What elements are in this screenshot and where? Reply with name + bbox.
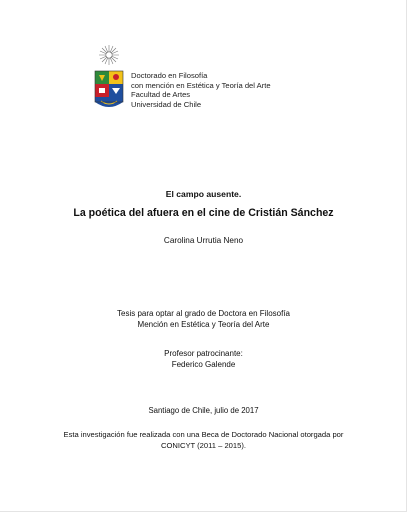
institution-block xyxy=(131,71,271,109)
shield-icon xyxy=(95,71,123,107)
advisor-label: Profesor patrocinante: xyxy=(164,349,243,358)
funding-note xyxy=(0,430,407,451)
title-line-2: La poética del afuera en el cine de Cristián Sánchez xyxy=(73,207,334,219)
institution-line: Doctorado en Filosofía xyxy=(131,71,208,80)
author-name: Carolina Urrutia Neno xyxy=(163,236,244,245)
thesis-line-1: Tesis para optar al grado de Doctora en Filosofía xyxy=(117,309,290,318)
thesis-statement xyxy=(0,308,407,330)
institution-line: con mención en Estética y Teoría del Arte xyxy=(131,80,271,90)
advisor-block xyxy=(0,348,407,370)
thesis-line-2: Mención en Estética y Teoría del Arte xyxy=(137,320,270,329)
advisor-name: Federico Galende xyxy=(171,360,236,369)
funding-line-2: CONICYT (2011 – 2015). xyxy=(161,440,246,450)
university-seal-icon xyxy=(90,44,128,114)
funding-line-1: Esta investigación fue realizada con una Beca de Doctorado Nacional otorgada por xyxy=(63,430,344,439)
title-line-1: El campo ausente. xyxy=(165,189,242,199)
place-date: Santiago de Chile, julio de 2017 xyxy=(148,406,259,415)
institution-line: Facultad de Artes xyxy=(131,90,191,100)
institution-line: Universidad de Chile xyxy=(131,99,202,109)
